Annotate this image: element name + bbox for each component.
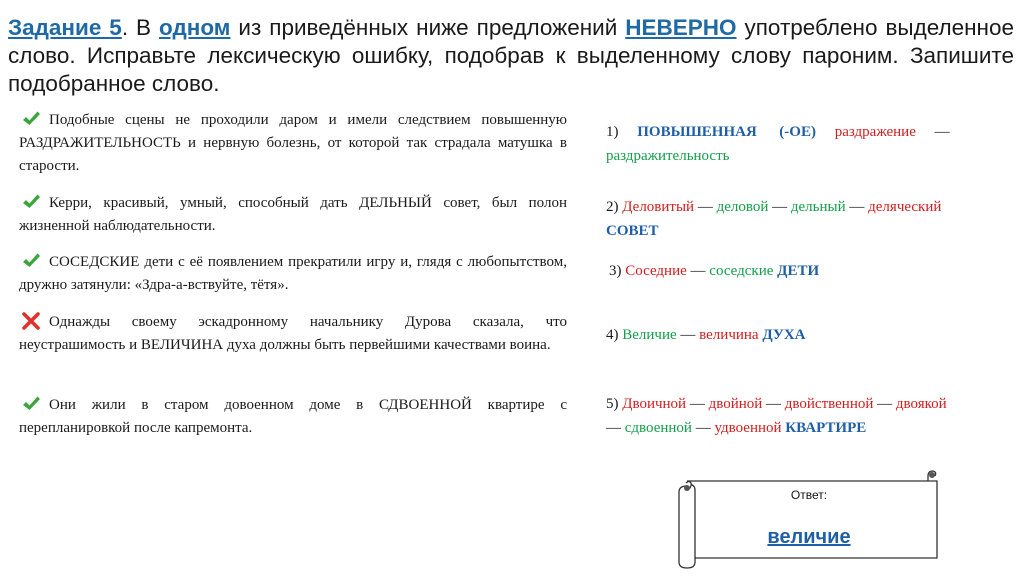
answer-4: 4) Величие — величина ДУХА [606,327,806,343]
scroll-banner [675,466,943,570]
sentence-2: Керри, красивый, умный, способный дать ДЕЛЬНЫЙ совет, был полон жизненной наблюдательности. [19,195,567,234]
answer-2: 2) Деловитый — деловой — дельный — деляческий СОВЕТ [606,199,942,239]
task-text-1: . В [121,15,160,40]
answer-5: 5) Двоичной — двойной — двойственной — двоякой — сдвоенной — удвоенной КВАРТИРЕ [606,396,947,436]
answer-label: Ответ: [790,488,828,502]
task-word-odnom: одном [159,15,231,40]
sentence-1: Подобные сцены не проходили даром и имели следствием повышенную РАЗДРАЖИТЕЛЬНОСТЬ и нервную болезнь, от которой так страдала матушка в старости. [19,112,567,174]
answer-value: величие [767,526,851,548]
sentence-4: Однажды своему эскадронному начальнику Дурова сказала, что неустрашимость и ВЕЛИЧИНА духа должны быть первейшими качествами воина. [19,314,567,353]
task-statement [8,14,1014,98]
answer-3: 3) Соседние — соседские ДЕТИ [609,263,820,279]
task-text-3: употреблено выделенное слово. Исправьте лексическую ошибку, подобрав к выделенному слову пароним. Запишите подобранное слово. [8,15,1014,96]
task-label: Задание 5 [8,15,122,40]
sentence-5: Они жили в старом довоенном доме в СДВОЕННОЙ квартире с перепланировкой после капремонта. [19,397,567,436]
task-text-2: из приведённых ниже предложений [230,15,626,40]
sentence-3: СОСЕДСКИЕ дети с её появлением прекратили игру и, глядя с любопытством, дружно затянули: «Здра-а-вствуйте, тётя». [19,254,567,293]
answer-1: 1) ПОВЫШЕННАЯ (-ОЕ) раздражение — раздражительность [606,124,950,164]
task-word-neverno: НЕВЕРНО [625,15,737,40]
